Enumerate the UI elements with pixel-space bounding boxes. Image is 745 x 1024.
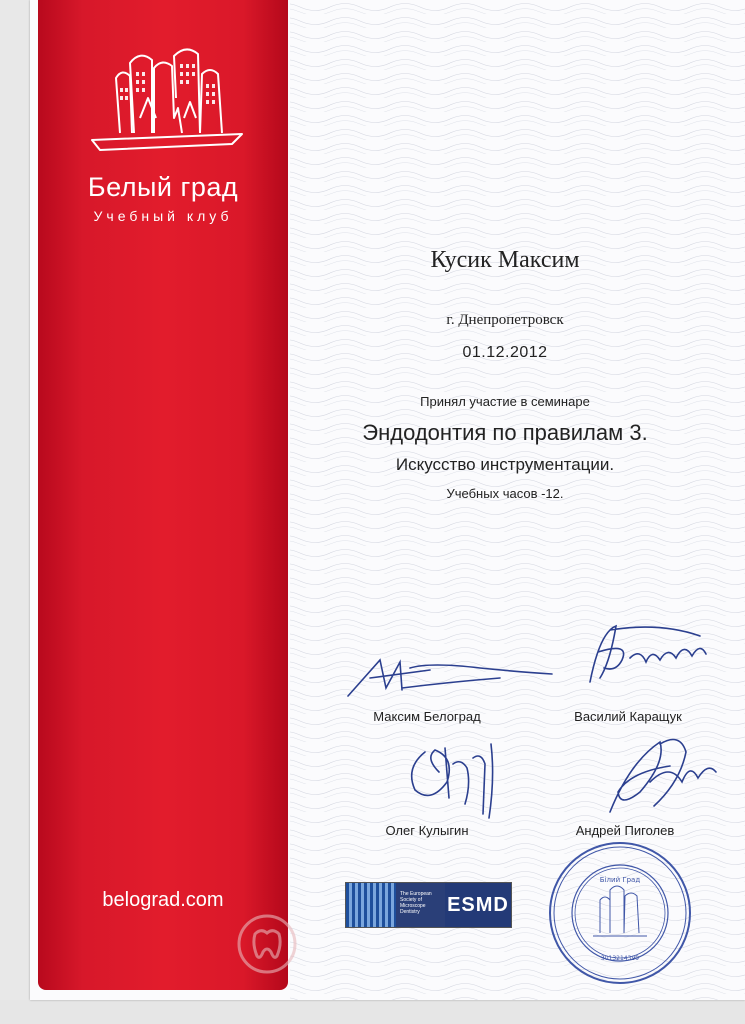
recipient-name: Кусик Максим — [430, 247, 580, 273]
stamp-center-text: Білий Град — [599, 876, 641, 884]
tooth-watermark-icon — [235, 912, 299, 976]
official-stamp — [545, 838, 695, 988]
esmd-small-text: The European Society of Microscope Dentistry — [396, 883, 445, 927]
seminar-title: Эндодонтия по правилам 3. — [362, 420, 648, 445]
seminar-date: 01.12.2012 — [462, 344, 548, 361]
brand-title: Белый град — [87, 172, 239, 202]
signatory-name-2: Василий Каращук — [574, 709, 682, 724]
website-link[interactable]: belograd.com — [102, 889, 224, 911]
participation-line: Принял участие в семинаре — [420, 394, 590, 409]
brand-subtitle: Учебный клуб — [93, 208, 233, 224]
certificate-sheet — [30, 0, 745, 1000]
esmd-logo-stripes — [346, 883, 396, 927]
scan-background-left — [0, 0, 30, 1024]
signatory-name-1: Максим Белоград — [373, 709, 481, 724]
red-brand-band — [38, 0, 288, 990]
esmd-logo — [345, 882, 512, 928]
signatory-name-3: Олег Кулыгин — [385, 823, 469, 838]
city-line: г. Днепропетровск — [446, 312, 564, 328]
signature-3 — [395, 728, 525, 828]
signature-4 — [590, 722, 730, 827]
esmd-label: ESMD — [445, 883, 511, 927]
stamp-number: 3013214399 — [600, 955, 640, 962]
study-hours: Учебных часов -12. — [446, 486, 564, 501]
signature-1 — [340, 648, 555, 708]
scan-background-bottom — [0, 1000, 745, 1024]
city-skyline-logo-icon — [82, 38, 252, 158]
signature-2 — [570, 612, 730, 707]
seminar-subtitle: Искусство инструментации. — [395, 455, 615, 474]
signatory-name-4: Андрей Пиголев — [575, 823, 675, 838]
